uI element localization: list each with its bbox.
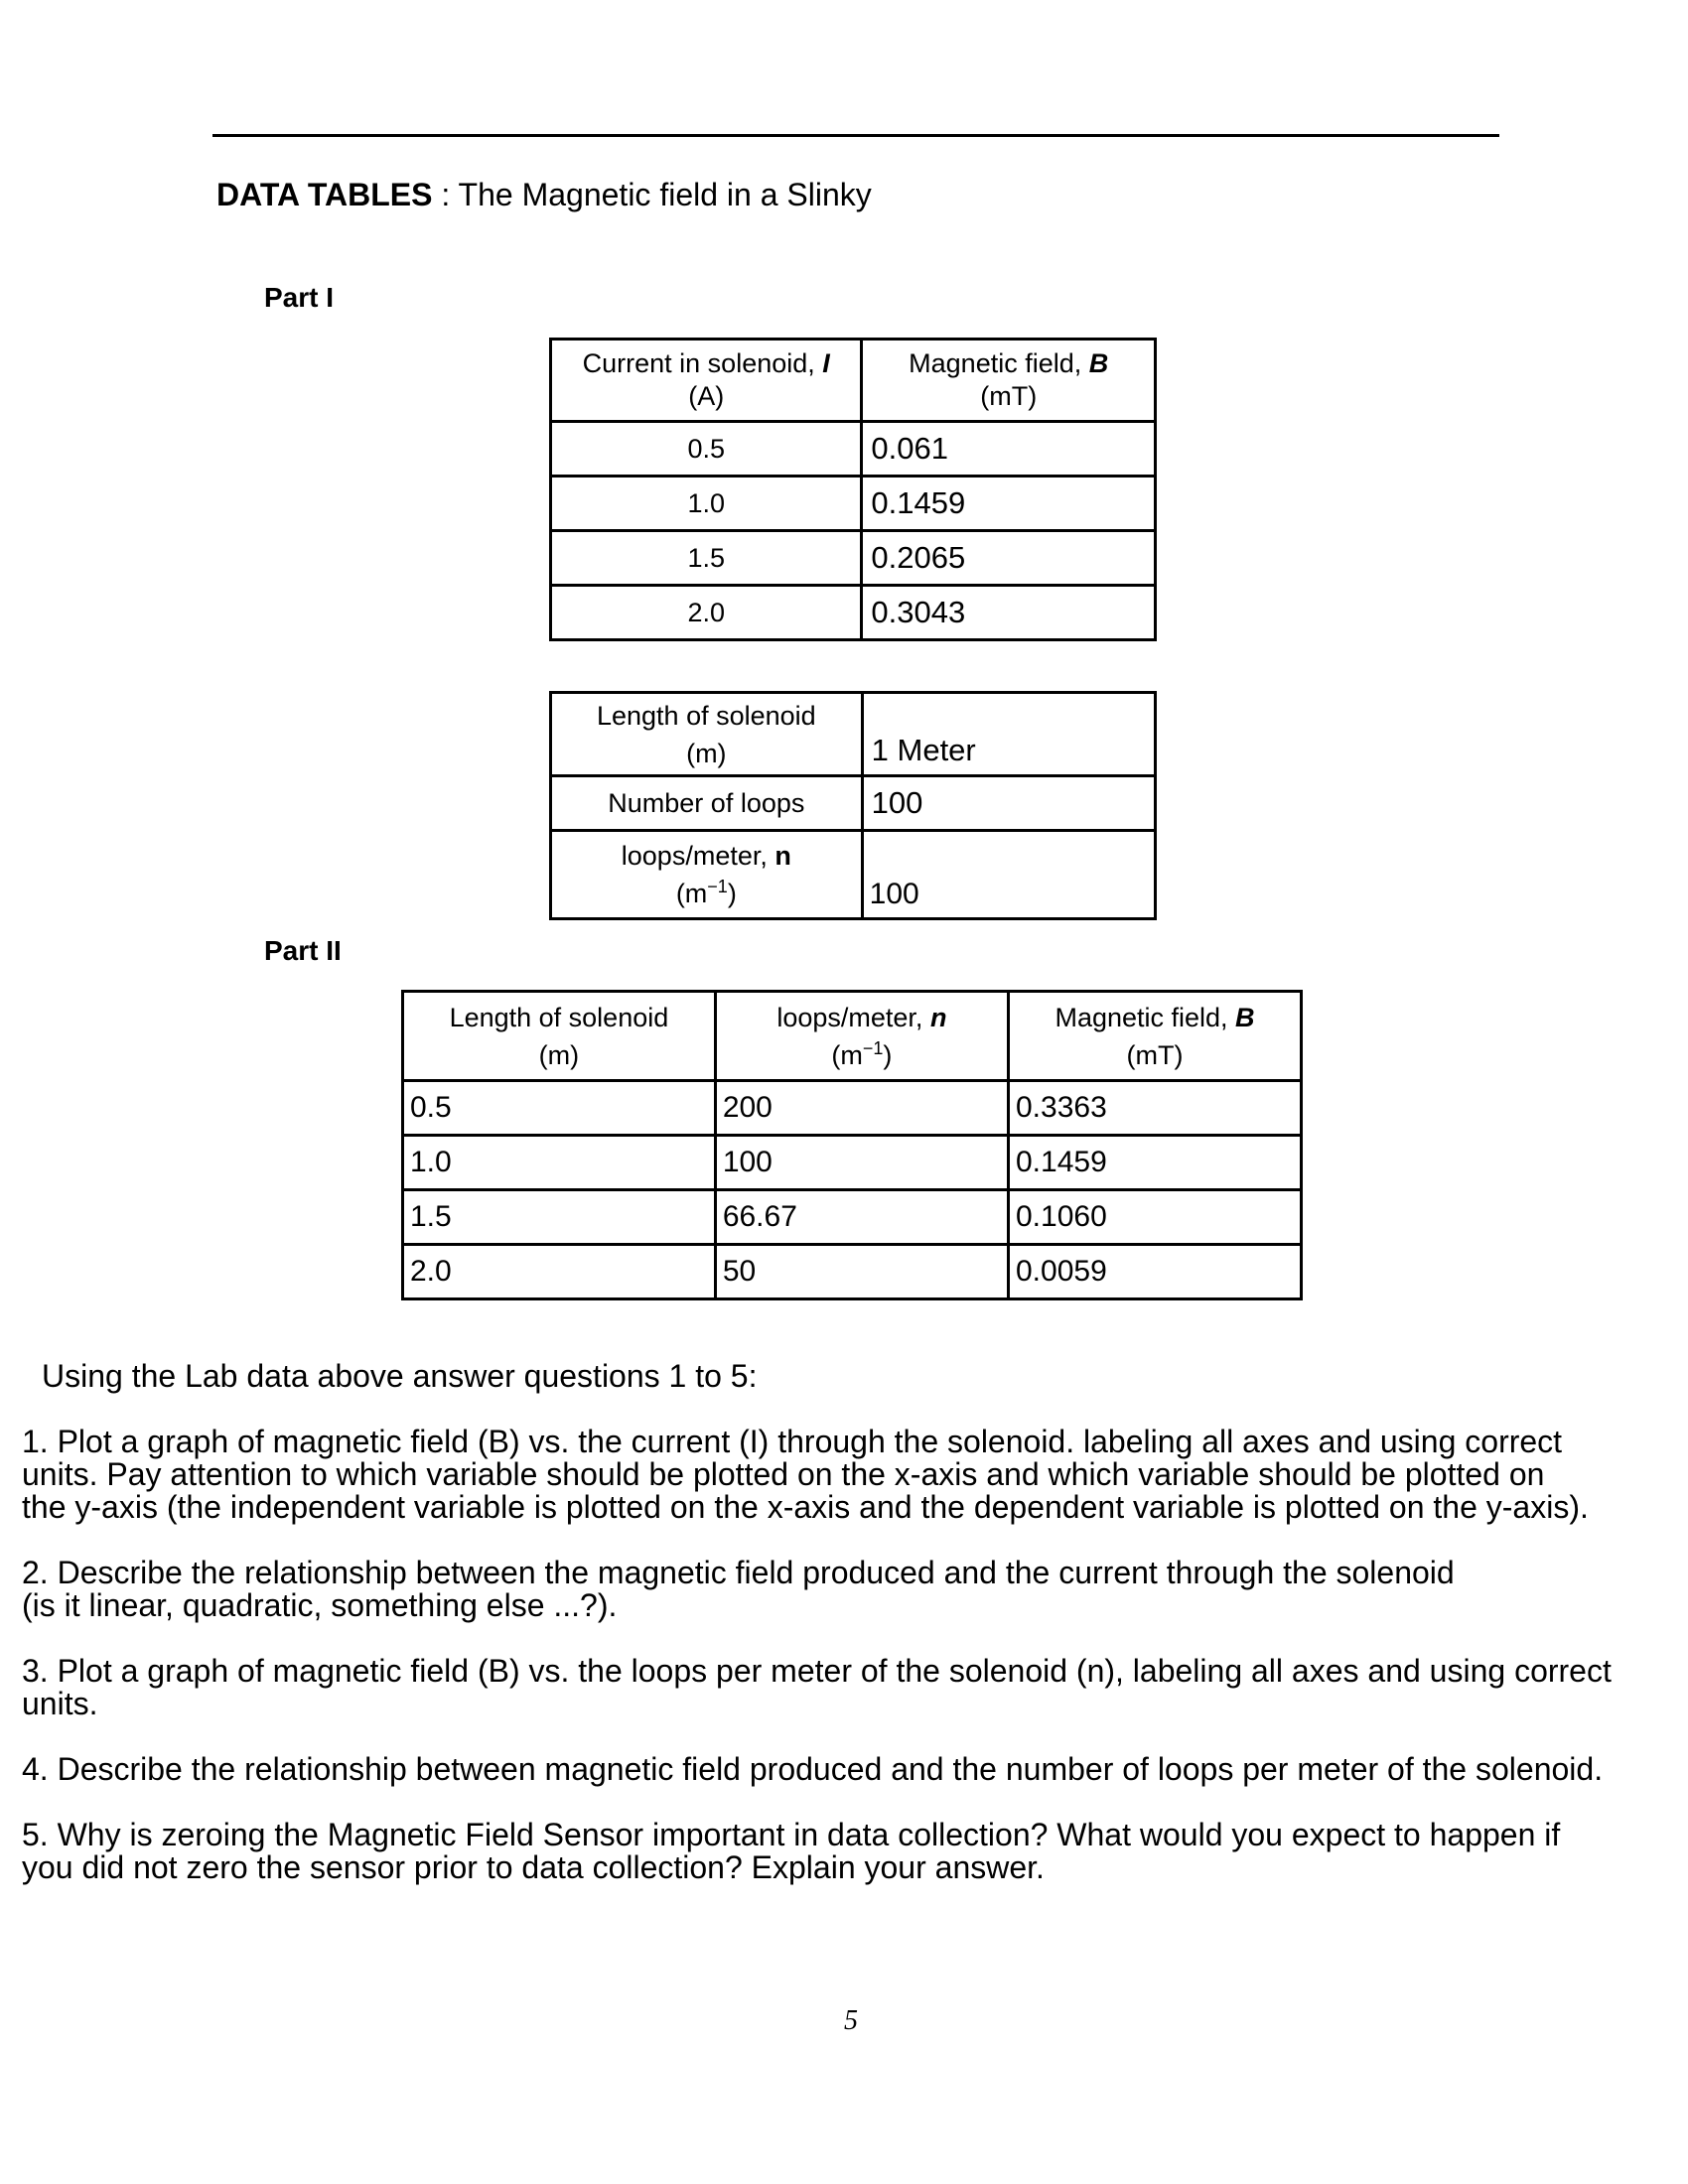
length-label-cell: Length of solenoid (m) [551, 693, 863, 776]
n-value-cell: 100 [862, 831, 1155, 919]
n-cell: 100 [715, 1136, 1008, 1190]
header-field: Magnetic field, B (mT) [1009, 992, 1302, 1081]
current-cell: 1.5 [551, 531, 862, 586]
question-4: 4. Describe the relationship between magnetic field produced and the number of loops per meter of the solenoid. [22, 1751, 1604, 1787]
table-row [403, 1190, 1302, 1245]
n-cell: 66.67 [715, 1190, 1008, 1245]
field-cell: 0.3363 [1009, 1081, 1302, 1136]
page-title [216, 177, 872, 213]
length-cell: 0.5 [403, 1081, 716, 1136]
part-2-label: Part II [264, 935, 342, 966]
table-row [551, 693, 1156, 776]
field-cell: 0.061 [862, 422, 1156, 477]
part1-parameters-table [549, 691, 1157, 920]
header-n: loops/meter, n $(m^{-1})$ [715, 992, 1008, 1081]
length-value-cell: 1 Meter [862, 693, 1155, 776]
current-cell: 0.5 [551, 422, 862, 477]
part1-current-field-table [549, 338, 1157, 641]
header-current: Current in solenoid, I (A) [551, 340, 862, 422]
length-cell: 1.0 [403, 1136, 716, 1190]
table-row [551, 422, 1156, 477]
table-row [551, 831, 1156, 919]
question-5: 5. Why is zeroing the Magnetic Field Sensor important in data collection? What would you expect to happen if you did not zero the sensor prior to data collection? Explain your answer. [22, 1817, 1561, 1885]
question-2: 2. Describe the relationship between the magnetic field produced and the current through the solenoid (is it linear, quadratic, something else ...?). [22, 1555, 1455, 1623]
current-cell: 1.0 [551, 477, 862, 531]
field-cell: 0.1459 [1009, 1136, 1302, 1190]
header-length: Length of solenoid (m) [403, 992, 716, 1081]
question-3: 3. Plot a graph of magnetic field (B) vs. the loops per meter of the solenoid (n), labeling all axes and using correct units. [22, 1653, 1612, 1721]
table-row [551, 586, 1156, 640]
title-bold: DATA TABLES [216, 177, 433, 212]
table-row [551, 477, 1156, 531]
questions-section [22, 1360, 1680, 1917]
field-cell: 0.3043 [862, 586, 1156, 640]
current-cell: 2.0 [551, 586, 862, 640]
table-row [551, 531, 1156, 586]
length-cell: 2.0 [403, 1245, 716, 1299]
field-cell: 0.2065 [862, 531, 1156, 586]
field-cell: 0.1459 [862, 477, 1156, 531]
table-row [551, 776, 1156, 831]
table-header-row [551, 340, 1156, 422]
n-cell: 200 [715, 1081, 1008, 1136]
top-rule [212, 134, 1499, 137]
page-number: 5 [844, 2005, 858, 2036]
part-1-label: Part I [264, 282, 335, 313]
questions-intro: Using the Lab data above answer questions 1 to 5: [42, 1358, 758, 1394]
title-rest: : The Magnetic field in a Slinky [432, 177, 872, 212]
table-row [403, 1245, 1302, 1299]
table-row [403, 1081, 1302, 1136]
n-cell: 50 [715, 1245, 1008, 1299]
field-cell: 0.0059 [1009, 1245, 1302, 1299]
table-row [403, 1136, 1302, 1190]
field-cell: 0.1060 [1009, 1190, 1302, 1245]
table-header-row [403, 992, 1302, 1081]
question-1: 1. Plot a graph of magnetic field (B) vs. the current (I) through the solenoid. labeling all axes and using correct units. Pay attention to which variable should be plotted on the x-axis and which variable should be plotted on the y-axis (the independent variable is plotted on the x-axis and the dependent variable is plotted on the y-axis). [22, 1424, 1589, 1525]
loops-value-cell: 100 [862, 776, 1155, 831]
header-field: Magnetic field, B (mT) [862, 340, 1156, 422]
loops-label-cell: Number of loops [551, 776, 863, 831]
length-cell: 1.5 [403, 1190, 716, 1245]
part2-table [401, 990, 1303, 1300]
n-label-cell: loops/meter, n $(m^{-1})$ [551, 831, 863, 919]
